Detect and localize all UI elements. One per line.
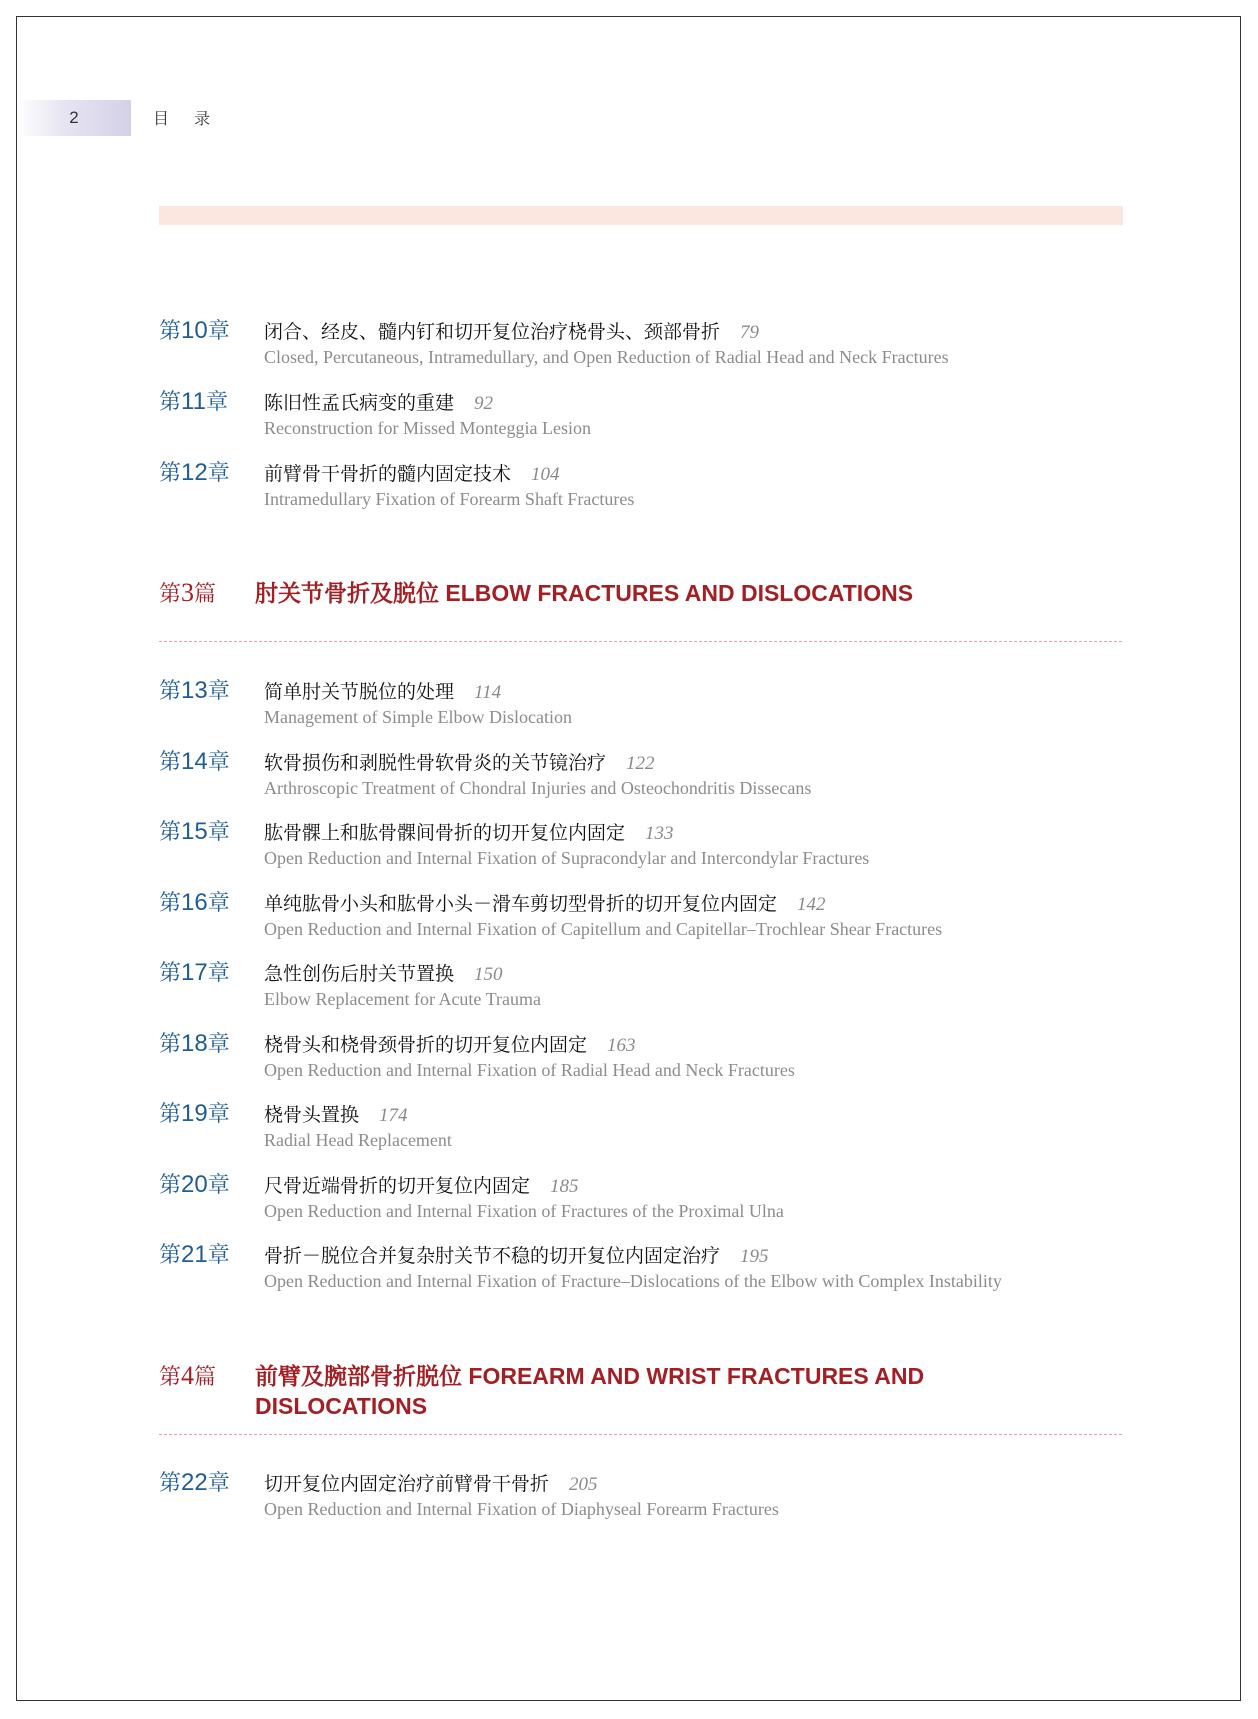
chapter-label: 第20章 [159,1171,230,1198]
chapter-title-en: Radial Head Replacement [264,1130,452,1150]
chapter-title-zh: 闭合、经皮、髓内钉和切开复位治疗桡骨头、颈部骨折 79 [264,321,760,343]
chapter-title-zh: 单纯肱骨小头和肱骨小头－滑车剪切型骨折的切开复位内固定 142 [264,893,826,915]
chapter-page: 174 [379,1105,408,1126]
chapter-page: 150 [474,964,503,985]
part-label: 第4篇 [159,1361,217,1390]
part-divider [159,1434,1122,1435]
chapter-page: 142 [797,894,826,915]
chapter-title-en: Open Reduction and Internal Fixation of Radial Head and Neck Fractures [264,1060,795,1080]
chapter-page: 92 [474,393,494,414]
toc-chapter-22[interactable] [159,1468,1119,1528]
chapter-label: 第12章 [159,459,230,486]
toc-chapter-15[interactable] [159,817,1119,877]
chapter-page: 114 [474,682,502,703]
chapter-label: 第19章 [159,1100,230,1127]
toc-part-4[interactable] [159,1361,1124,1437]
chapter-title-zh: 简单肘关节脱位的处理 114 [264,681,502,703]
chapter-title-en: Open Reduction and Internal Fixation of Supracondylar and Intercondylar Fractures [264,848,870,868]
chapter-label: 第22章 [159,1469,230,1496]
part-title: 肘关节骨折及脱位 ELBOW FRACTURES AND DISLOCATIONS [255,580,914,606]
chapter-title-en: Reconstruction for Missed Monteggia Lesion [264,418,591,438]
chapter-title-zh: 前臂骨干骨折的髓内固定技术 104 [264,463,560,485]
chapter-label: 第11章 [159,388,228,415]
toc-part-3[interactable] [159,578,1124,642]
header-band [159,206,1123,225]
chapter-label: 第13章 [159,677,230,704]
chapter-label: 第18章 [159,1030,230,1057]
chapter-label: 第10章 [159,317,230,344]
chapter-title-zh: 软骨损伤和剥脱性骨软骨炎的关节镜治疗 122 [264,752,655,774]
toc-chapter-17[interactable] [159,958,1119,1018]
chapter-label: 第17章 [159,959,230,986]
chapter-title-en: Open Reduction and Internal Fixation of Capitellum and Capitellar–Trochlear Shear Fractures [264,919,943,939]
chapter-title-en: Elbow Replacement for Acute Trauma [264,989,541,1009]
toc-chapter-14[interactable] [159,747,1119,807]
chapter-page: 195 [740,1246,769,1267]
toc-chapter-19[interactable] [159,1099,1119,1159]
chapter-title-en: Open Reduction and Internal Fixation of Fracture–Dislocations of the Elbow with Complex Instability [264,1271,1002,1291]
chapter-page: 185 [550,1176,579,1197]
chapter-title-en: Open Reduction and Internal Fixation of Diaphyseal Forearm Fractures [264,1499,779,1519]
toc-chapter-16[interactable] [159,888,1119,948]
part-label: 第3篇 [159,578,217,607]
chapter-title-zh: 桡骨头和桡骨颈骨折的切开复位内固定 163 [264,1034,636,1056]
chapter-page: 79 [740,322,760,343]
chapter-label: 第16章 [159,889,230,916]
chapter-title-zh: 桡骨头置换 174 [264,1104,408,1126]
chapter-title-zh: 尺骨近端骨折的切开复位内固定 185 [264,1175,579,1197]
toc-chapter-18[interactable] [159,1029,1119,1089]
chapter-page: 104 [531,464,560,485]
chapter-title-zh: 骨折－脱位合并复杂肘关节不稳的切开复位内固定治疗 195 [264,1245,769,1267]
page-number: 2 [17,100,131,136]
chapter-title-zh: 肱骨髁上和肱骨髁间骨折的切开复位内固定 133 [264,822,674,844]
chapter-label: 第14章 [159,748,230,775]
part-title: 前臂及腕部骨折脱位 FOREARM AND WRIST FRACTURES AND DISLOCATIONS [255,1363,925,1419]
part-divider [159,641,1122,642]
running-title: 目 录 [153,109,221,128]
chapter-page: 163 [607,1035,636,1056]
toc-chapter-11[interactable] [159,387,1119,447]
toc-chapter-12[interactable] [159,458,1119,518]
chapter-title-en: Intramedullary Fixation of Forearm Shaft Fractures [264,489,635,509]
toc-chapter-21[interactable] [159,1240,1119,1300]
chapter-page: 122 [626,753,655,774]
toc-chapter-13[interactable] [159,676,1119,736]
toc-chapter-20[interactable] [159,1170,1119,1230]
chapter-title-zh: 切开复位内固定治疗前臂骨干骨折 205 [264,1473,598,1495]
chapter-title-en: Arthroscopic Treatment of Chondral Injuries and Osteochondritis Dissecans [264,778,812,798]
chapter-label: 第15章 [159,818,230,845]
toc-chapter-10[interactable] [159,316,1119,376]
chapter-page: 205 [569,1474,598,1495]
chapter-title-en: Open Reduction and Internal Fixation of Fractures of the Proximal Ulna [264,1201,784,1221]
chapter-label: 第21章 [159,1241,230,1268]
chapter-title-zh: 急性创伤后肘关节置换 150 [264,963,503,985]
chapter-title-zh: 陈旧性孟氏病变的重建 92 [264,392,494,414]
chapter-page: 133 [645,823,674,844]
chapter-title-en: Management of Simple Elbow Dislocation [264,707,572,727]
chapter-title-en: Closed, Percutaneous, Intramedullary, and Open Reduction of Radial Head and Neck Fractures [264,347,949,367]
